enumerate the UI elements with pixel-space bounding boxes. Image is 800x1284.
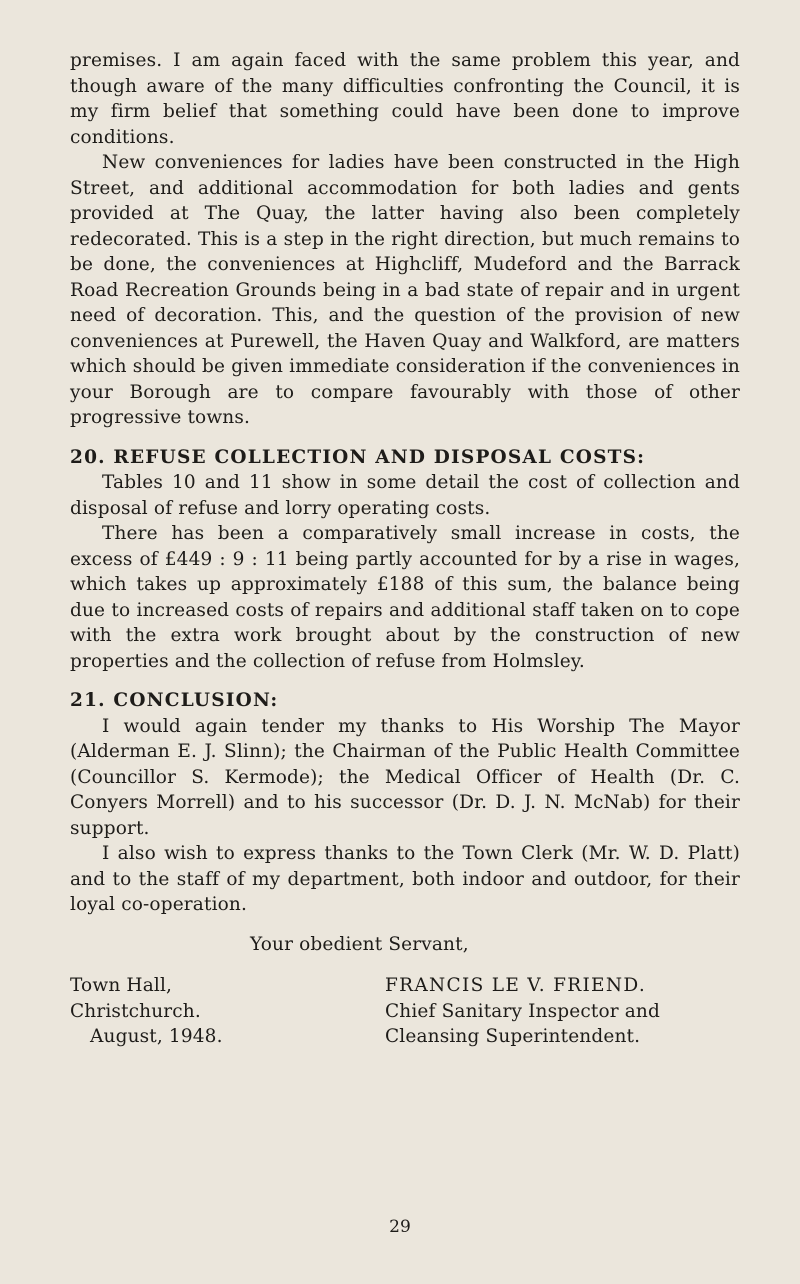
paragraph-premises: premises. I am again faced with the same problem this year, and though aware of the many difficulties confronting the Council, it is my firm belief that something could have been done to improve conditions.	[70, 50, 740, 148]
paragraph-tables: Tables 10 and 11 show in some detail the cost of collection and disposal of refuse and lorry operating costs.	[70, 472, 740, 519]
heading-conclusion: 21. CONCLUSION:	[70, 690, 279, 711]
paragraph-thanks: I would again tender my thanks to His Worship The Mayor (Alderman E. J. Slinn); the Chairman of the Public Health Committee (Councillor S. Kermode); the Medical Officer of Health (Dr. C. Conyers Morrell) and to his successor (Dr. D. J. N. McNab) for their support.	[70, 715, 740, 839]
closing-salutation: Your obedient Servant,	[250, 933, 469, 955]
signature-block	[70, 973, 740, 1050]
address-line: Christchurch.	[70, 1000, 201, 1022]
address-block	[70, 973, 223, 1050]
signatory-title: Chief Sanitary Inspector and	[385, 1000, 660, 1022]
address-date: August, 1948.	[90, 1026, 223, 1047]
paragraph-town-clerk: I also wish to express thanks to the Town Clerk (Mr. W. D. Platt) and to the staff of my department, both indoor and outdoor, for their loyal co-operation.	[70, 843, 740, 915]
body-text	[70, 48, 740, 1050]
signatory-name: FRANCIS LE V. FRIEND.	[385, 975, 647, 996]
address-line: Town Hall,	[70, 975, 173, 996]
paragraph-conveniences: New conveniences for ladies have been constructed in the High Street, and additional accommodation for both ladies and gents provided at The Quay, the latter having also been completely redecorated. This is a step in the right direction, but much remains to be done, the conveniences at Highcliff, Mudeford and the Barrack Road Recreation Grounds being in a bad state of repair and in urgent need of decoration. This, and the question of the provision of new conveniences at Purewell, the Haven Quay and Walkford, are matters which should be given immediate consideration if the conveniences in your Borough are to compare favourably with those of other progressive towns.	[70, 152, 740, 428]
heading-refuse-costs: 20. REFUSE COLLECTION AND DISPOSAL COSTS:	[70, 446, 646, 468]
signatory-block	[385, 973, 740, 1050]
page-number: 29	[389, 1217, 411, 1237]
signatory-title: Cleansing Superintendent.	[385, 1026, 641, 1047]
paragraph-costs-increase: There has been a comparatively small increase in costs, the excess of £449 : 9 : 11 being partly accounted for by a rise in wages, which takes up approximately £188 of this sum, the balance being due to increased costs of repairs and additional staff taken on to cope with the extra work brought about by the construction of new properties and the collection of refuse from Holmsley.	[70, 523, 740, 672]
